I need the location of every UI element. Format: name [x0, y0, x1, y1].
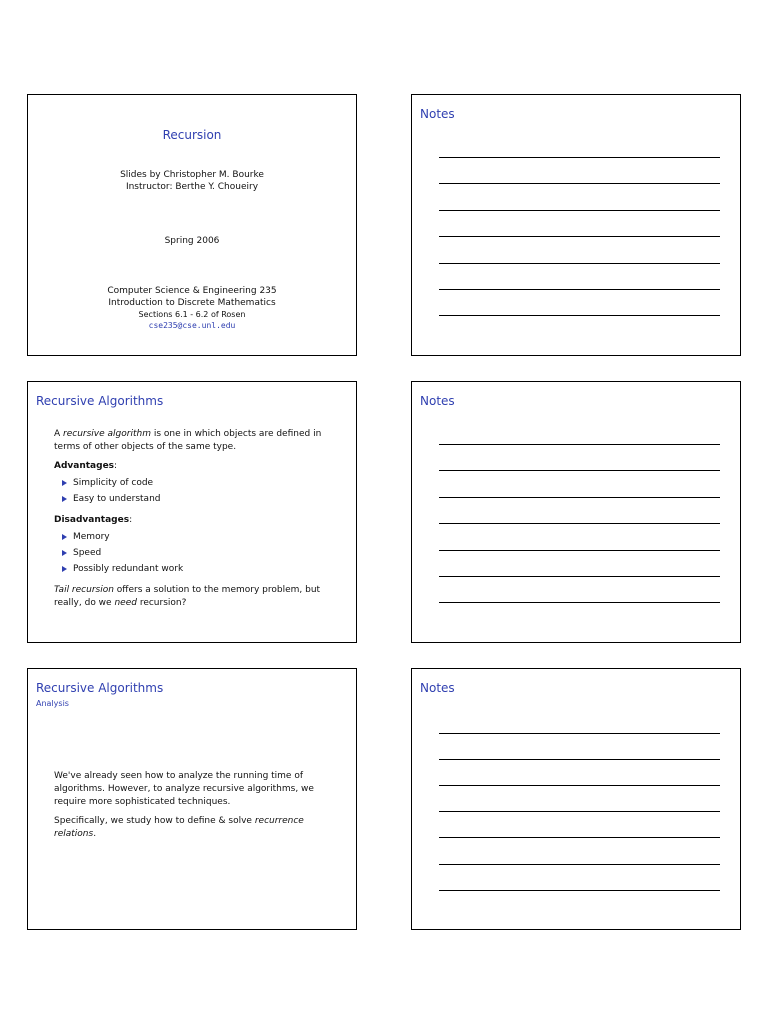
analysis-paragraph: We've already seen how to analyze the running time of algorithms. However, to analyze recursive algorithms, we require more sophisticated techniques. — [54, 771, 314, 807]
recurrence-paragraph — [54, 815, 334, 841]
recurrence-text: Specifically, we study how to define & solve — [54, 816, 255, 826]
list-item — [62, 547, 334, 560]
notes-panel — [411, 381, 741, 643]
list-item-text: Possibly redundant work — [73, 564, 184, 574]
triangle-bullet-icon — [62, 496, 67, 502]
course-name-line: Introduction to Discrete Mathematics — [108, 298, 276, 308]
note-line — [439, 837, 720, 838]
triangle-bullet-icon — [62, 550, 67, 556]
list-item-text: Speed — [73, 548, 102, 558]
list-item-text: Easy to understand — [73, 494, 161, 504]
author-line: Slides by Christopher M. Bourke — [120, 170, 264, 180]
instructor-line: Instructor: Berthe Y. Choueiry — [125, 182, 259, 192]
note-line — [439, 890, 720, 891]
note-line — [439, 550, 720, 551]
slide-recursive-algorithms — [27, 381, 357, 643]
notes-panel — [411, 94, 741, 356]
note-line — [439, 602, 720, 603]
note-line — [439, 183, 720, 184]
list-item — [62, 563, 334, 576]
note-line — [439, 444, 720, 445]
slide-recursive-algorithms-analysis — [27, 668, 357, 930]
slide-title-page — [27, 94, 357, 356]
slide-title: Recursion — [162, 128, 222, 142]
note-line — [439, 759, 720, 760]
note-line — [439, 576, 720, 577]
notes-title: Notes — [420, 107, 455, 121]
notes-title: Notes — [420, 681, 455, 695]
note-line — [439, 315, 720, 316]
note-line — [439, 785, 720, 786]
note-line — [439, 157, 720, 158]
note-line — [439, 263, 720, 264]
slide-body — [54, 428, 334, 616]
disadvantages-heading — [54, 514, 334, 527]
triangle-bullet-icon — [62, 566, 67, 572]
slide-subtitle: Analysis — [36, 699, 69, 708]
list-item — [62, 493, 334, 506]
note-line — [439, 497, 720, 498]
advantages-label: Advantages — [54, 461, 115, 471]
advantages-list — [54, 477, 334, 506]
advantages-colon: : — [114, 461, 118, 471]
need-emphasis: need — [114, 598, 137, 608]
triangle-bullet-icon — [62, 480, 67, 486]
note-line — [439, 289, 720, 290]
notes-title: Notes — [420, 394, 455, 408]
disadvantages-label: Disadvantages — [54, 515, 130, 525]
advantages-heading — [54, 460, 334, 473]
note-line — [439, 470, 720, 471]
list-item — [62, 531, 334, 544]
sections-line: Sections 6.1 - 6.2 of Rosen — [138, 310, 246, 319]
intro-text: A — [54, 429, 64, 439]
disadvantages-colon: : — [129, 515, 133, 525]
disadvantages-list — [54, 531, 334, 576]
tail-emphasis: Tail recursion — [54, 585, 114, 595]
list-item-text: Simplicity of code — [73, 478, 154, 488]
slide-title: Recursive Algorithms — [36, 681, 164, 695]
tail-text: offers a solution to the memory problem, but really, do we — [54, 585, 321, 608]
list-item — [62, 477, 334, 490]
note-line — [439, 811, 720, 812]
term-line: Spring 2006 — [164, 236, 220, 246]
recurrence-text-end: . — [93, 829, 97, 839]
list-item-text: Memory — [73, 532, 110, 542]
note-line — [439, 733, 720, 734]
tail-text-rest: recursion? — [136, 598, 187, 608]
slide-body — [54, 770, 334, 847]
course-line: Computer Science & Engineering 235 — [107, 286, 277, 296]
note-line — [439, 864, 720, 865]
tail-recursion-paragraph — [54, 584, 334, 610]
triangle-bullet-icon — [62, 534, 67, 540]
notes-panel — [411, 668, 741, 930]
note-line — [439, 236, 720, 237]
intro-emphasis: recursive algorithm — [63, 429, 151, 439]
note-line — [439, 523, 720, 524]
intro-text-rest: is one in which objects are defined in terms of other objects of the same type. — [54, 429, 322, 452]
recurrence-emphasis: recurrence relations — [54, 816, 304, 839]
slide-title: Recursive Algorithms — [36, 394, 164, 408]
email-link[interactable]: cse235@cse.unl.edu — [148, 321, 236, 330]
note-line — [439, 210, 720, 211]
intro-paragraph — [54, 428, 334, 454]
